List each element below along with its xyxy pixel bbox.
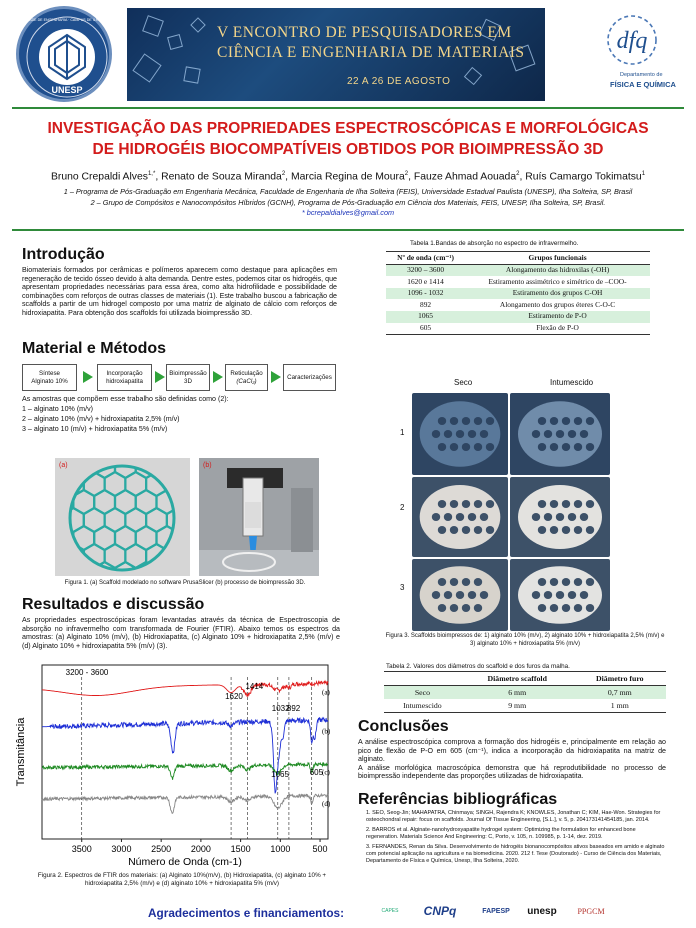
table-row xyxy=(386,288,650,300)
scaffold-pore xyxy=(544,513,552,521)
scaffold-pore xyxy=(450,526,458,534)
reference-2: 2. BARROS et al. Alginate-nanohydroxyapatite hydrogel system: Optimizing the formulation for enhanced bone regeneration. Materials Science And Engineering: C, Porto, v. 105, n. 109985, p. 1-14, dez. 2019. xyxy=(366,827,636,840)
cnpq-logo-text: CNPq xyxy=(423,904,457,918)
sample-1: 1 – alginato 10% (m/v) xyxy=(22,405,93,413)
author-affiliation-mark: 1,* xyxy=(147,171,156,177)
unesp-logo-text: unesp xyxy=(527,905,557,917)
fig1b-label: (b) xyxy=(203,462,212,469)
ftir-chart xyxy=(10,657,340,867)
ppgcm-logo-text: PPGCM xyxy=(577,906,605,916)
header-rule xyxy=(12,107,684,109)
fig3-scaffold-photo xyxy=(510,477,610,557)
reference-3: 3. FERNANDES, Renan da Silva. Desenvolvimento de hidrogéis bionanocompósitos ativos baseados em amido e alginato com potencial aplicação na agricultura e na biomedicina. 2020. 212 f. Tese (Doutorado) - Curso de Ciência dos Materiais, Departamento de Física e Química, Unesp, Ilha Solteira, 2020. xyxy=(366,844,665,864)
feis-unesp-logo xyxy=(15,6,119,102)
author-list: Bruno Crepaldi Alves$^{1,*}$, Renato de Souza Miranda$^2$, Marcia Regina de Moura$^2$, Fauze Ahmad Aouada$^2$, Ruís Camargo Tokimatsu$^1$ xyxy=(50,171,646,183)
scaffold-pore xyxy=(550,604,558,612)
flow-step-5 xyxy=(283,364,336,391)
table2-cell: 6 mm xyxy=(461,686,574,700)
scaffold-hex-cell xyxy=(42,436,63,460)
flow-arrow-2 xyxy=(155,371,165,383)
conclusions-heading: Conclusões xyxy=(358,718,449,735)
scaffold-pore xyxy=(550,578,558,586)
poster-title xyxy=(20,118,676,160)
title-line1: INVESTIGAÇÃO DAS PROPRIEDADES ESPECTROSCÓPICAS E MORFOLÓGICAS xyxy=(47,120,649,137)
dfq-mark: dfq xyxy=(616,28,648,54)
author-name: Ruís Camargo Tokimatsu xyxy=(525,171,642,183)
dfq-dept: Departamento de xyxy=(620,72,663,78)
logo-ring-svg xyxy=(15,9,119,105)
scaffold-pore xyxy=(486,443,494,451)
scaffold-pore xyxy=(438,443,446,451)
author-name: Fauze Ahmad Aouada xyxy=(413,171,517,183)
author-affiliation-mark: 2 xyxy=(516,171,520,177)
flow-step-1 xyxy=(22,364,77,391)
scaffold-pore xyxy=(538,417,546,425)
scaffold-pore xyxy=(562,578,570,586)
table2-header-blank xyxy=(384,672,461,686)
scaffold-hex-cell xyxy=(63,436,84,460)
intro-heading: Introdução xyxy=(22,246,105,263)
scaffold-photo-drawing xyxy=(412,477,508,557)
capes-logo xyxy=(372,898,408,924)
scaffold-pore xyxy=(480,591,488,599)
affiliation-2: 2 – Grupo de Compósitos e Nanocompósitos Híbridos (GCNH), Programa de Pós-Graduação em Ciência dos Materiais, FEIS, UNESP, Ilha Solteira, SP, Brasil. xyxy=(90,198,606,207)
methods-heading: Material e Métodos xyxy=(22,340,167,357)
table1-cell: Estiramento dos grupos C-OH xyxy=(465,288,650,300)
table-row xyxy=(384,686,666,700)
scaffold-pore xyxy=(568,591,576,599)
series-label: (a) xyxy=(322,688,330,697)
fig3-row-2: 2 xyxy=(400,503,405,512)
scaffold-pore xyxy=(568,430,576,438)
samples-intro: As amostras que compõem esse trabalho são definidas como (2): xyxy=(22,395,229,403)
scaffold-hex-cell xyxy=(32,526,53,550)
scaffold-pore xyxy=(532,430,540,438)
scaffold-pore xyxy=(450,417,458,425)
ftir-series-a xyxy=(42,681,328,696)
scaffold-pore xyxy=(586,604,594,612)
title-rule xyxy=(12,229,684,231)
series-label: (d) xyxy=(322,799,331,808)
scaffold-pore xyxy=(550,500,558,508)
scaffold-pore xyxy=(562,604,570,612)
scaffold-pore xyxy=(450,443,458,451)
scaffold-pore xyxy=(462,604,470,612)
flow-step-2-l1: Incorporação xyxy=(106,370,143,377)
scaffold-pore xyxy=(438,500,446,508)
table2-cell: Seco xyxy=(384,686,461,700)
scaffold-pore xyxy=(586,500,594,508)
scaffold-pore xyxy=(586,526,594,534)
flow-step-3-l2: 3D xyxy=(184,377,192,385)
banner-dates: 22 A 26 DE AGOSTO xyxy=(347,76,451,87)
conclusion-1: A análise espectroscópica comprova a formação dos hidrogéis e, principalmente em relação ao pico de flexão de P-O em 605 (cm⁻¹), indica a incorporação da hidroxiapatita na matriz de alginato. xyxy=(358,738,666,764)
dfq-mark-svg xyxy=(580,10,684,70)
fig3-row-3: 3 xyxy=(400,583,405,592)
sample-2: 2 – alginato 10% (m/v) + hidroxiapatita 2,5% (m/v) xyxy=(22,415,180,423)
scaffold-pore xyxy=(486,500,494,508)
table-row xyxy=(386,311,650,323)
fig3-scaffold-photo xyxy=(412,393,508,475)
fig1a-label: (a) xyxy=(59,462,68,469)
band-annotation: 605 xyxy=(309,768,324,777)
scaffold-pore xyxy=(438,604,446,612)
scaffold-hex-cell xyxy=(146,436,167,460)
scaffold-photo-drawing xyxy=(510,477,610,557)
scaffold-pore xyxy=(574,604,582,612)
scaffold-pore xyxy=(486,526,494,534)
logo-brand: UNESP xyxy=(51,85,83,95)
flow-step-1-l2: Alginato 10% xyxy=(31,377,68,385)
scaffold-pore xyxy=(450,604,458,612)
scaffold-pore xyxy=(556,591,564,599)
fig3-caption: Figura 3. Scaffolds bioimpressos de: 1) alginato 10% (m/v), 2) alginato 10% + hidroxiapatita 2,5% (m/v) e 3) alginato 10% + hidroxiapatita 5% (m/v) xyxy=(385,633,665,647)
scaffold-pore xyxy=(462,578,470,586)
scaffold-pore xyxy=(462,526,470,534)
table1-cell: 605 xyxy=(386,323,465,335)
scaffold-pore xyxy=(456,430,464,438)
capes-logo-text: CAPES xyxy=(381,908,399,914)
fig3-row-1: 1 xyxy=(400,428,405,437)
table1-header-groups: Grupos funcionais xyxy=(465,252,650,265)
flow-step-4 xyxy=(225,364,268,391)
bioprinter-drawing xyxy=(199,458,319,576)
scaffold-pore xyxy=(474,526,482,534)
scaffold-pore xyxy=(462,500,470,508)
flow-step-4-l2: (CaCl₂) xyxy=(236,377,257,385)
table1-cell: 892 xyxy=(420,299,432,309)
scaffold-hex-cell xyxy=(32,490,53,514)
cnpq-logo xyxy=(414,898,466,924)
scaffold-hex-cell xyxy=(157,454,178,478)
table2-cell: 0,7 mm xyxy=(574,686,666,700)
author-affiliation-mark: 1 xyxy=(641,171,646,177)
scaffold-pore xyxy=(474,417,482,425)
series-label: (b) xyxy=(322,727,331,736)
table2-caption: Tabela 2. Valores dos diâmetros do scaffold e dos furos da malha. xyxy=(386,663,570,670)
flow-step-4-l1: Reticulação xyxy=(230,370,263,377)
scaffold-pore xyxy=(444,591,452,599)
table1-caption: Tabela 1.Bandas de absorção no espectro de infravermelho. xyxy=(410,240,579,247)
scaffold-pore xyxy=(532,513,540,521)
table-row xyxy=(386,264,650,276)
scaffold-pore xyxy=(474,443,482,451)
banner-line1: V ENCONTRO DE PESQUISADORES EM xyxy=(217,24,512,41)
scaffold-pore xyxy=(574,443,582,451)
flow-arrow-1 xyxy=(83,371,93,383)
fapesp-logo xyxy=(474,898,518,924)
fig3-col-seco: Seco xyxy=(454,378,473,387)
scaffold-pore xyxy=(462,443,470,451)
scaffold-hex-cell xyxy=(42,544,63,568)
fig1b-bioprinting-photo xyxy=(199,458,319,576)
chart-frame xyxy=(42,665,328,839)
scaffold-hex-cell xyxy=(167,472,188,496)
flow-step-5-l1: Caracterizações xyxy=(287,373,332,381)
table1-cell: 1620 e 1414 xyxy=(407,276,444,286)
reference-list xyxy=(366,810,666,868)
scaffold-hex-cell xyxy=(125,436,146,460)
band-annotation: 1065 xyxy=(271,770,289,779)
scaffold-pore xyxy=(580,591,588,599)
scaffold-pore xyxy=(532,591,540,599)
scaffold-pore xyxy=(550,417,558,425)
flow-arrow-3 xyxy=(213,371,223,383)
fig3-scaffold-photo xyxy=(412,559,508,631)
scaffold-pore xyxy=(432,430,440,438)
scaffold-pore xyxy=(538,500,546,508)
scaffold-hex-cell xyxy=(188,436,209,460)
dfq-name: FÍSICA E QUÍMICA xyxy=(610,80,676,89)
results-text: As propriedades espectroscópicas foram levantadas através da técnica de Espectroscopia de absorção no infravermelho com transformada de Fourier (FTIR). Abaixo temos os espectros da amostras: (a) Alginato 10% (m/v), (b) Hidroxiapatita, (c) Alginato 10% + hidroxiapatita 2,5% (m/v) e (d) Alginato 10% + hidroxiapatita 5% (m/v) (3). xyxy=(22,616,340,650)
scaffold-pore xyxy=(544,430,552,438)
results-heading: Resultados e discussão xyxy=(22,596,205,613)
table1-cell: Alongamento das hidroxilas (-OH) xyxy=(465,264,650,276)
intro-text: Biomateriais formados por cerâmicas e polímeros aparecem como destaque para aplicações em regeneração de tecido ósseo devido à alta demanda. Dentre estes, podemos citar os hidrogéis, que apresentam propriedades necessárias para essa área, como alta hidrofilidade e possibilidade de combinações com reforços de outras classes de materiais (1). Este trabalho buscou a fabricação de scaffolds a partir de um hidrogel composto por uma matriz de alginato de cálcio com reforços de hidroxiapatita. Para obtenção dos scaffolds foi utilizada bioimpressão 3D. xyxy=(22,266,337,317)
scaffold-pore xyxy=(538,604,546,612)
table1 xyxy=(386,251,650,335)
x-axis-label: Número de Onda (cm-1) xyxy=(128,856,242,868)
scaffold-pore xyxy=(544,591,552,599)
fig3-scaffold-photo xyxy=(412,477,508,557)
samples-block xyxy=(22,394,342,434)
flow-step-3-l1: Bioimpressão xyxy=(169,370,207,377)
table1-cell: 3200 – 3600 xyxy=(386,264,465,276)
scaffold-photo-drawing xyxy=(412,559,508,631)
table1-cell: Flexão de P-O xyxy=(465,323,650,335)
table-row xyxy=(384,699,666,713)
scaffold-pore xyxy=(538,578,546,586)
scaffold-hex-cell xyxy=(63,544,84,568)
x-tick-label: 2500 xyxy=(151,844,172,854)
x-tick-label: 1500 xyxy=(230,844,251,854)
author-name: Renato de Souza Miranda xyxy=(161,171,282,183)
scaffold-hex-cell xyxy=(177,526,198,550)
table-row xyxy=(386,299,650,311)
scaffold-pore xyxy=(474,578,482,586)
scaffold-pore xyxy=(574,526,582,534)
table1-cell: Estiramento de P-O xyxy=(465,311,650,323)
ppgcm-logo xyxy=(568,898,614,924)
dfq-logo xyxy=(580,10,684,102)
flow-arrow-4 xyxy=(271,371,281,383)
scaffold-pore xyxy=(444,430,452,438)
scaffold-pore xyxy=(568,513,576,521)
band-annotation: 892 xyxy=(286,704,301,713)
scaffold-hex-cell xyxy=(105,436,126,460)
y-axis-label: Transmitância xyxy=(15,717,27,787)
scaffold-pore xyxy=(438,417,446,425)
band-annotation: 3200 - 3600 xyxy=(65,668,109,677)
band-annotation: 1620 xyxy=(225,692,243,701)
scaffold-pore xyxy=(474,604,482,612)
title-line2: DE HIDROGÉIS BIOCOMPATÍVEIS OBTIDOS POR BIOIMPRESSÃO 3D xyxy=(92,141,604,158)
scaffold-pore xyxy=(438,578,446,586)
scaffold-photo-drawing xyxy=(510,559,610,631)
x-tick-label: 2000 xyxy=(190,844,211,854)
ftir-series-b xyxy=(42,718,328,794)
scaffold-pore xyxy=(468,591,476,599)
fapesp-logo-text: FAPESP xyxy=(482,907,510,915)
scaffold-pore xyxy=(574,500,582,508)
scaffold-pore xyxy=(456,591,464,599)
table2-header-scaffold: Diâmetro scaffold xyxy=(461,672,574,686)
scaffold-pore xyxy=(562,526,570,534)
scaffold-hex-cell xyxy=(84,436,105,460)
band-annotation: 1414 xyxy=(245,682,264,691)
scaffold-pore xyxy=(474,500,482,508)
scaffold-hex-cell xyxy=(42,508,63,532)
unesp-logo xyxy=(522,898,562,924)
fig2-caption: Figura 2. Espectros de FTIR dos materiais: (a) Alginato 10%(m/v), (b) Hidroxiapatita, (c) alginato 10% + hidroxiapatita 2,5% (m/v) e (d) alginato 10% + hidroxiapatita 5% (m/v) xyxy=(37,872,327,888)
table2-cell: Intumescido xyxy=(384,699,461,713)
scaffold-pore xyxy=(432,591,440,599)
scaffold-pore xyxy=(580,430,588,438)
fig3-scaffold-photo xyxy=(510,393,610,475)
flow-step-1-l1: Síntese xyxy=(39,370,60,377)
acknowledgements-label: Agradecimentos e financiamentos: xyxy=(148,906,345,920)
scaffold-pore xyxy=(480,513,488,521)
scaffold-pore xyxy=(456,513,464,521)
scaffold-pore xyxy=(556,513,564,521)
scaffold-pore xyxy=(538,526,546,534)
ftir-series-d xyxy=(42,794,328,813)
contact-email[interactable]: * bcrepaldialves@gmail.com xyxy=(301,208,395,217)
scaffold-pore xyxy=(556,430,564,438)
table1-cell: 1096 - 1032 xyxy=(386,288,465,300)
scaffold-hex-cell xyxy=(167,436,188,460)
sample-3: 3 – alginato 10 (m/v) + hidroxiapatita 5% (m/v) xyxy=(22,425,168,433)
affiliations xyxy=(20,186,676,208)
scaffold-pore xyxy=(486,417,494,425)
scaffold-pore xyxy=(468,513,476,521)
table1-cell: Estiramento assimétrico e simétrico de –COO- xyxy=(488,276,627,286)
scaffold-pore xyxy=(562,417,570,425)
author-affiliation-mark: 2 xyxy=(404,171,409,177)
table1-header-wavenumber: Nº de onda (cm⁻¹) xyxy=(386,252,465,265)
scaffold-pore xyxy=(480,430,488,438)
references-heading: Referências bibliográficas xyxy=(358,791,558,808)
table2 xyxy=(384,671,666,713)
scaffold-hex-cell xyxy=(42,472,63,496)
scaffold-pore xyxy=(462,417,470,425)
scaffold-pore xyxy=(450,500,458,508)
fig3-scaffold-photo xyxy=(510,559,610,631)
scaffold-hex-cell xyxy=(177,490,198,514)
event-banner xyxy=(127,8,545,101)
fig1a-scaffold-model xyxy=(55,458,190,576)
scaffold-pore xyxy=(438,526,446,534)
scaffold-hex-cell xyxy=(177,454,198,478)
scaffold-pore xyxy=(574,578,582,586)
author-affiliation-mark: 2 xyxy=(281,171,286,177)
scaffold-hex-cell xyxy=(32,454,53,478)
scaffold-photo-drawing xyxy=(412,393,508,475)
scaffold-pore xyxy=(574,417,582,425)
scaffold-pore xyxy=(586,443,594,451)
conclusion-2: A análise morfológica macroscópica demonstra que há reprodutibilidade no processo de bioimpressão independente das proporções utilizadas de hidroxiapatita. xyxy=(358,763,666,781)
flow-step-3 xyxy=(166,364,210,391)
x-tick-label: 500 xyxy=(312,844,328,854)
table2-cell: 1 mm xyxy=(574,699,666,713)
reference-1: 1. SEO, Seog-Jin; MAHAPATRA, Chinmaya; SINGH, Rajendra K; KNOWLES, Jonathan C; KIM, Hae-Won. Strategies for osteochondral repair: focus on scaffolds. Journal Of Tissue Engineering, [S.L.], v. 5, p. 204173141454185, jan. 2014. xyxy=(366,810,661,823)
affiliation-1: 1 – Programa de Pós-Graduação em Engenharia Mecânica, Faculdade de Engenharia de Ilha Solteira (FEIS), Universidade Estadual Paulista (UNESP), Ilha Solteira, SP, Brasil xyxy=(63,187,633,196)
table-row xyxy=(386,323,650,335)
logo-ring-text: FACULDADE DE ENGENHARIA · CAMPUS DE ILHA SOLTEIRA xyxy=(15,18,119,22)
x-tick-label: 3500 xyxy=(71,844,92,854)
scaffold-pore xyxy=(586,417,594,425)
scaffold-pore xyxy=(562,500,570,508)
scaffold-pore xyxy=(550,443,558,451)
fig3-col-intumescido: Intumescido xyxy=(550,378,594,387)
banner-line2: CIÊNCIA E ENGENHARIA DE MATERIAIS xyxy=(217,44,525,61)
x-tick-label: 3000 xyxy=(111,844,132,854)
fig1-caption: Figura 1. (a) Scaffold modelado no software PrusaSlicer (b) processo de bioimpressão 3D. xyxy=(64,580,306,586)
table2-cell: 9 mm xyxy=(461,699,574,713)
x-tick-label: 1000 xyxy=(270,844,291,854)
table2-header-furo: Diâmetro furo xyxy=(574,672,666,686)
scaffold-hex-cell xyxy=(167,544,188,568)
scaffold-pore xyxy=(432,513,440,521)
table-row xyxy=(386,276,650,288)
flow-step-2-l2: hidroxiapatita xyxy=(106,377,143,385)
scaffold-pore xyxy=(586,578,594,586)
band-annotation: 1032 xyxy=(271,704,290,713)
scaffold-pore xyxy=(538,443,546,451)
scaffold-pore xyxy=(450,578,458,586)
flow-step-2 xyxy=(97,364,152,391)
scaffold-model-drawing xyxy=(55,458,190,576)
scaffold-pore xyxy=(580,513,588,521)
author-name: Marcia Regina de Moura xyxy=(290,171,405,183)
table1-cell: 1065 xyxy=(386,311,465,323)
scaffold-pore xyxy=(468,430,476,438)
conclusions-text xyxy=(358,738,666,781)
scaffold-photo-drawing xyxy=(510,393,610,475)
scaffold-pore xyxy=(562,443,570,451)
series-label: (c) xyxy=(322,768,330,777)
table1-cell: Alongamento dos grupos éteres C-O-C xyxy=(499,299,616,309)
scaffold-pore xyxy=(550,526,558,534)
scaffold-pore xyxy=(444,513,452,521)
author-name: Bruno Crepaldi Alves xyxy=(50,171,148,183)
